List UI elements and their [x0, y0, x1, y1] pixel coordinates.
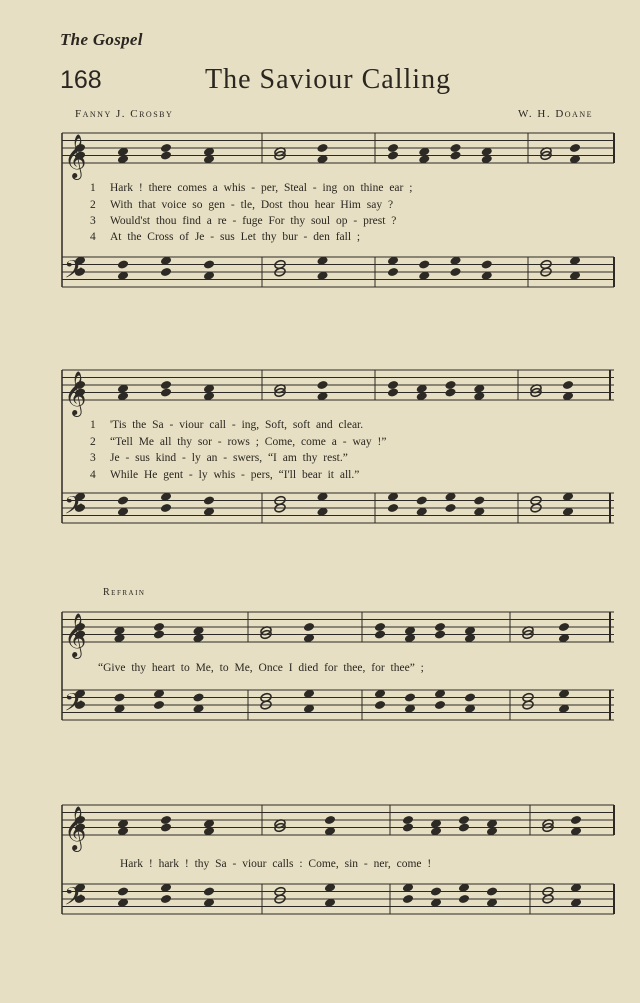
note-head [316, 380, 328, 390]
note-head [570, 815, 582, 825]
verse-number: 4 [90, 469, 96, 481]
verse-number: 1 [90, 419, 96, 431]
verse-line-4a [90, 231, 615, 247]
note-head [203, 886, 215, 896]
refrain-line-2 [120, 858, 640, 874]
clef-glyph: 𝄢 [64, 882, 84, 918]
note-head [404, 692, 416, 702]
note-head [449, 150, 461, 160]
note-head [558, 622, 570, 632]
clef-glyph: 𝄞 [64, 806, 87, 850]
lyric-text: Hark ! there comes a whis - per, Steal - ing on thine ear ; [110, 182, 413, 194]
note-head [153, 622, 165, 632]
note-head [160, 387, 172, 397]
staff-lines [62, 133, 614, 914]
lyric-text: While He gent - ly whis - pers, “I'll bear it all.” [110, 469, 360, 481]
note-head [160, 143, 172, 153]
verse-number: 3 [90, 215, 96, 227]
clef-glyph: 𝄢 [64, 688, 84, 724]
note-head [486, 886, 498, 896]
note-head [449, 267, 461, 277]
clef-glyph: 𝄞 [64, 134, 87, 178]
clef-glyphs [64, 134, 86, 918]
note-head [117, 886, 129, 896]
note-head [464, 692, 476, 702]
note-head [434, 700, 446, 710]
verse-line-3a [90, 215, 615, 231]
lyric-text: Hark ! hark ! thy Sa - viour calls : Come, sin - ner, come ! [120, 858, 432, 870]
note-head [387, 503, 399, 513]
lyric-text: “Tell Me all thy sor - rows ; Come, come a - way !” [110, 436, 387, 448]
clef-glyph: 𝄞 [64, 613, 87, 657]
note-head [562, 380, 574, 390]
note-head [402, 815, 414, 825]
refrain-label: Refrain [103, 587, 146, 598]
hymn-number: 168 [60, 66, 102, 94]
composer-credit: W. H. Doane [518, 108, 593, 120]
lyric-text: Je - sus kind - ly an - swers, “I am thy rest.” [110, 452, 348, 464]
note-heads [74, 143, 582, 908]
note-head [430, 886, 442, 896]
note-head [160, 267, 172, 277]
note-head [117, 259, 129, 269]
verse-number: 2 [90, 199, 96, 211]
lyric-text: Would'st thou find a re - fuge For thy soul op - prest ? [110, 215, 397, 227]
note-head [153, 629, 165, 639]
verse-number: 1 [90, 182, 96, 194]
note-head [458, 815, 470, 825]
note-head [569, 143, 581, 153]
refrain-line-1 [98, 662, 623, 678]
lyric-text: With that voice so gen - tle, Dost thou hear Him say ? [110, 199, 394, 211]
note-head [418, 259, 430, 269]
verse-number: 4 [90, 231, 96, 243]
note-head [387, 387, 399, 397]
note-head [458, 822, 470, 832]
clef-glyph: 𝄢 [64, 491, 84, 527]
note-head [374, 622, 386, 632]
verse-line-1a [90, 182, 615, 198]
note-head [416, 495, 428, 505]
note-head [113, 692, 125, 702]
note-head [316, 143, 328, 153]
note-head [444, 380, 456, 390]
note-head [387, 267, 399, 277]
hymn-title: The Saviour Calling [205, 64, 452, 95]
note-head [160, 503, 172, 513]
note-head [481, 259, 493, 269]
note-head [203, 259, 215, 269]
note-head [303, 622, 315, 632]
verse-line-2b [90, 436, 615, 452]
note-head [402, 894, 414, 904]
clef-glyph: 𝄞 [64, 371, 87, 415]
note-head [449, 143, 461, 153]
section-title: The Gospel [60, 30, 143, 49]
note-head [203, 495, 215, 505]
verse-line-3b [90, 452, 615, 468]
note-head [160, 822, 172, 832]
note-head [434, 622, 446, 632]
note-head [153, 700, 165, 710]
verse-number: 3 [90, 452, 96, 464]
note-head [160, 815, 172, 825]
note-head [387, 150, 399, 160]
verse-line-1b [90, 419, 615, 435]
lyric-text: “Give thy heart to Me, to Me, Once I died for thee, for thee” ; [98, 662, 424, 674]
note-head [402, 822, 414, 832]
lyric-text: At the Cross of Je - sus Let thy bur - den fall ; [110, 231, 361, 243]
note-head [117, 495, 129, 505]
clef-glyph: 𝄢 [64, 255, 84, 291]
note-head [387, 143, 399, 153]
verse-number: 2 [90, 436, 96, 448]
note-head [434, 629, 446, 639]
note-head [473, 495, 485, 505]
note-head [374, 629, 386, 639]
note-head [444, 387, 456, 397]
note-head [387, 380, 399, 390]
author-credit: Fanny J. Crosby [75, 108, 174, 120]
note-head [374, 700, 386, 710]
note-head [458, 894, 470, 904]
note-head [192, 692, 204, 702]
verse-line-2a [90, 199, 615, 215]
lyric-text: 'Tis the Sa - viour call - ing, Soft, soft and clear. [110, 419, 364, 431]
verse-line-4b [90, 469, 615, 485]
note-head [160, 150, 172, 160]
note-head [444, 503, 456, 513]
note-head [160, 894, 172, 904]
note-head [160, 380, 172, 390]
note-head [324, 815, 336, 825]
